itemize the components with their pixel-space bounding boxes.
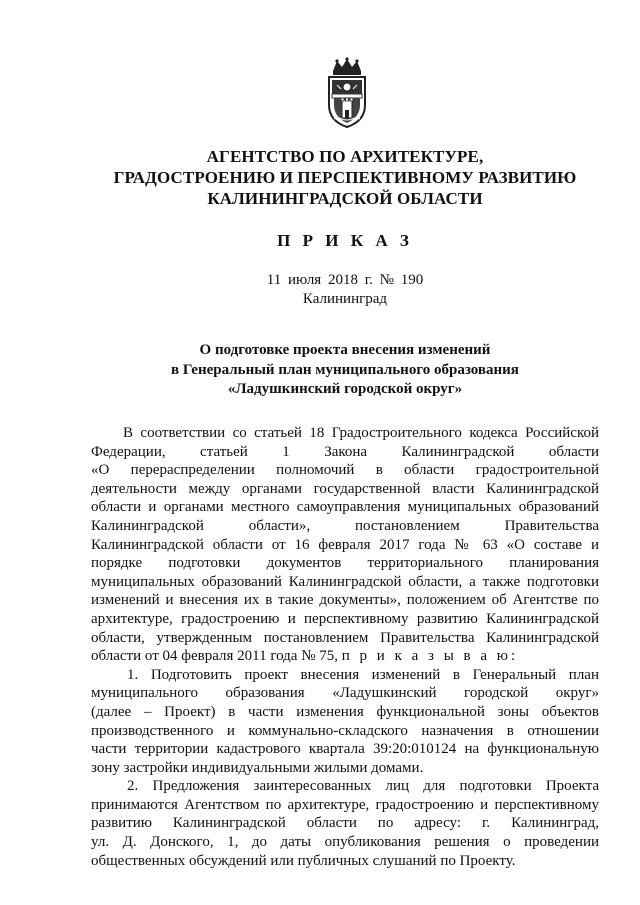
preamble-ending: области от 04 февраля 2011 года № 75, <box>91 648 339 665</box>
text-line: (далее – Проект) в части изменения функциональной зоны объектов <box>91 703 599 720</box>
text-line: архитектуре, градостроению и перспективному развитию Калининградской <box>91 610 599 627</box>
text-line: «О перераспределении полномочий в области градостроительной <box>91 462 599 479</box>
agency-line: АГЕНТСТВО ПО АРХИТЕКТУРЕ, <box>206 147 484 166</box>
text-line: развитию Калининградской области по адресу: г. Калининград, <box>91 815 599 832</box>
order-body <box>91 424 599 870</box>
text-line: зону застройки индивидуальными жилыми домами. <box>91 759 424 776</box>
order-verb: п р и к а з ы в а ю: <box>341 648 519 665</box>
text-line: Калининградской области от 16 февраля 2017 года № 63 «О составе и <box>91 536 599 553</box>
kaliningrad-coat-of-arms-icon <box>325 57 369 129</box>
text-line: Федерации, статьей 1 Закона Калининградской области <box>91 443 599 460</box>
text-line: 2. Предложения заинтересованных лиц для подготовки Проекта <box>127 778 599 795</box>
agency-name <box>90 146 600 209</box>
text-line: изменений и внесения их в такие документы», положением об Агентстве по <box>91 592 599 609</box>
order-city: Калининград <box>302 291 388 307</box>
text-line: области, утвержденным постановлением Правительства Калининградской <box>91 629 599 646</box>
text-line: В соответствии со статьей 18 Градостроительного кодекса Российской <box>123 425 599 441</box>
subject-line: О подготовке проекта внесения изменений <box>199 342 491 358</box>
text-line: принимаются Агентством по архитектуре, градостроению и перспективному <box>91 796 599 813</box>
item-1-paragraph <box>91 666 599 778</box>
text-line: общественных обсуждений или публичных слушаний по Проекту. <box>91 852 516 869</box>
item-2-paragraph <box>91 777 599 870</box>
text-line: части территории кадастрового квартала 39:20:010124 на функциональную <box>91 741 599 758</box>
order-title: П Р И К А З <box>277 231 413 250</box>
text-line: 1. Подготовить проект внесения изменений в Генеральный план <box>127 666 599 683</box>
text-line: муниципального образования «Ладушкинский городской округ» <box>91 685 599 702</box>
text-line: области и органами местного самоуправления муниципальных образований <box>91 499 599 516</box>
text-line <box>91 647 599 666</box>
text-line: Калининградской области», постановлением Правительства <box>91 517 599 534</box>
order-subject <box>90 341 600 400</box>
text-line: деятельности между органами государственной власти Калининградской <box>91 480 599 497</box>
text-line: муниципальных образований Калининградской области, а также подготовки <box>91 573 599 590</box>
text-line: ул. Д. Донского, 1, до даты опубликования решения о проведении <box>91 834 599 851</box>
subject-line: в Генеральный план муниципального образования <box>171 361 519 378</box>
preamble-paragraph <box>91 424 599 666</box>
agency-line: КАЛИНИНГРАДСКОЙ ОБЛАСТИ <box>207 189 483 208</box>
agency-line: ГРАДОСТРОЕНИЮ И ПЕРСПЕКТИВНОМУ РАЗВИТИЮ <box>113 168 577 187</box>
subject-line: «Ладушкинский городской округ» <box>227 381 463 397</box>
order-date: 11 июля 2018 г. № 190 <box>266 272 424 288</box>
text-line: порядке подготовки документов территориального планирования <box>91 555 599 572</box>
text-line: производственного и коммунально-складского назначения в отношении <box>91 722 599 739</box>
